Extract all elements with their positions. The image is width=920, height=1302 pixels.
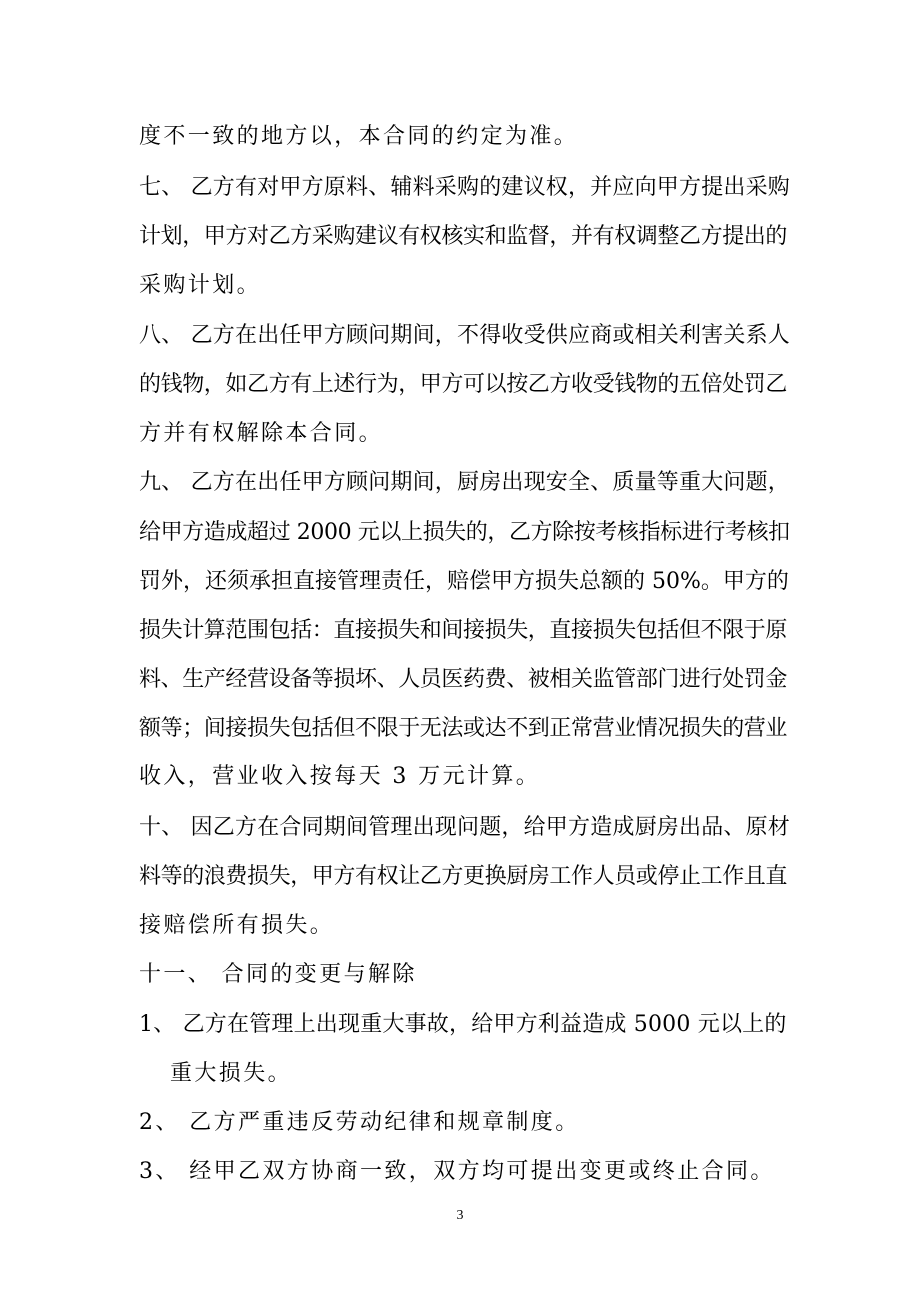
text-line: 八、 乙方在出任甲方顾问期间，不得收受供应商或相关利害关系人 — [139, 323, 790, 348]
text-line: 计划，甲方对乙方采购建议有权核实和监督，并有权调整乙方提出的 — [139, 224, 788, 249]
text-line: 十、 因乙方在合同期间管理出现问题，给甲方造成厨房出品、原材 — [139, 815, 790, 840]
page-number: 3 — [456, 1208, 464, 1223]
text-line: 九、 乙方在出任甲方顾问期间，厨房出现安全、质量等重大问题， — [139, 470, 790, 495]
text-line: 采购计划。 — [139, 273, 262, 298]
text-line: 料、生产经营设备等损坏、人员医药费、被相关监管部门进行处罚金 — [139, 667, 788, 692]
list-item-continuation: 重大损失。 — [170, 1061, 293, 1086]
text-line: 损失计算范围包括：直接损失和间接损失，直接损失包括但不限于原 — [139, 618, 788, 643]
list-item: 1、 乙方在管理上出现重大事故，给甲方利益造成 5000 元以上的 — [139, 1012, 787, 1037]
text-line: 的钱物，如乙方有上述行为，甲方可以按乙方收受钱物的五倍处罚乙 — [139, 372, 788, 397]
text-line: 罚外，还须承担直接管理责任，赔偿甲方损失总额的 50%。甲方的 — [139, 569, 789, 594]
list-item: 2、 乙方严重违反劳动纪律和规章制度。 — [139, 1110, 580, 1135]
section-heading: 十一、 合同的变更与解除 — [139, 962, 417, 987]
list-item: 3、 经甲乙双方协商一致，双方均可提出变更或终止合同。 — [139, 1159, 775, 1184]
text-line: 七、 乙方有对甲方原料、辅料采购的建议权，并应向甲方提出采购 — [139, 175, 790, 200]
text-line: 给甲方造成超过 2000 元以上损失的，乙方除按考核指标进行考核扣 — [139, 520, 790, 545]
text-line: 接赔偿所有损失。 — [139, 913, 335, 938]
text-line: 料等的浪费损失，甲方有权让乙方更换厨房工作人员或停止工作且直 — [139, 864, 788, 889]
text-line: 度不一致的地方以，本合同的约定为准。 — [139, 124, 579, 149]
text-line: 额等；间接损失包括但不限于无法或达不到正常营业情况损失的营业 — [139, 716, 788, 741]
text-line: 方并有权解除本合同。 — [139, 421, 384, 446]
text-line: 收入，营业收入按每天 3 万元计算。 — [139, 764, 541, 789]
